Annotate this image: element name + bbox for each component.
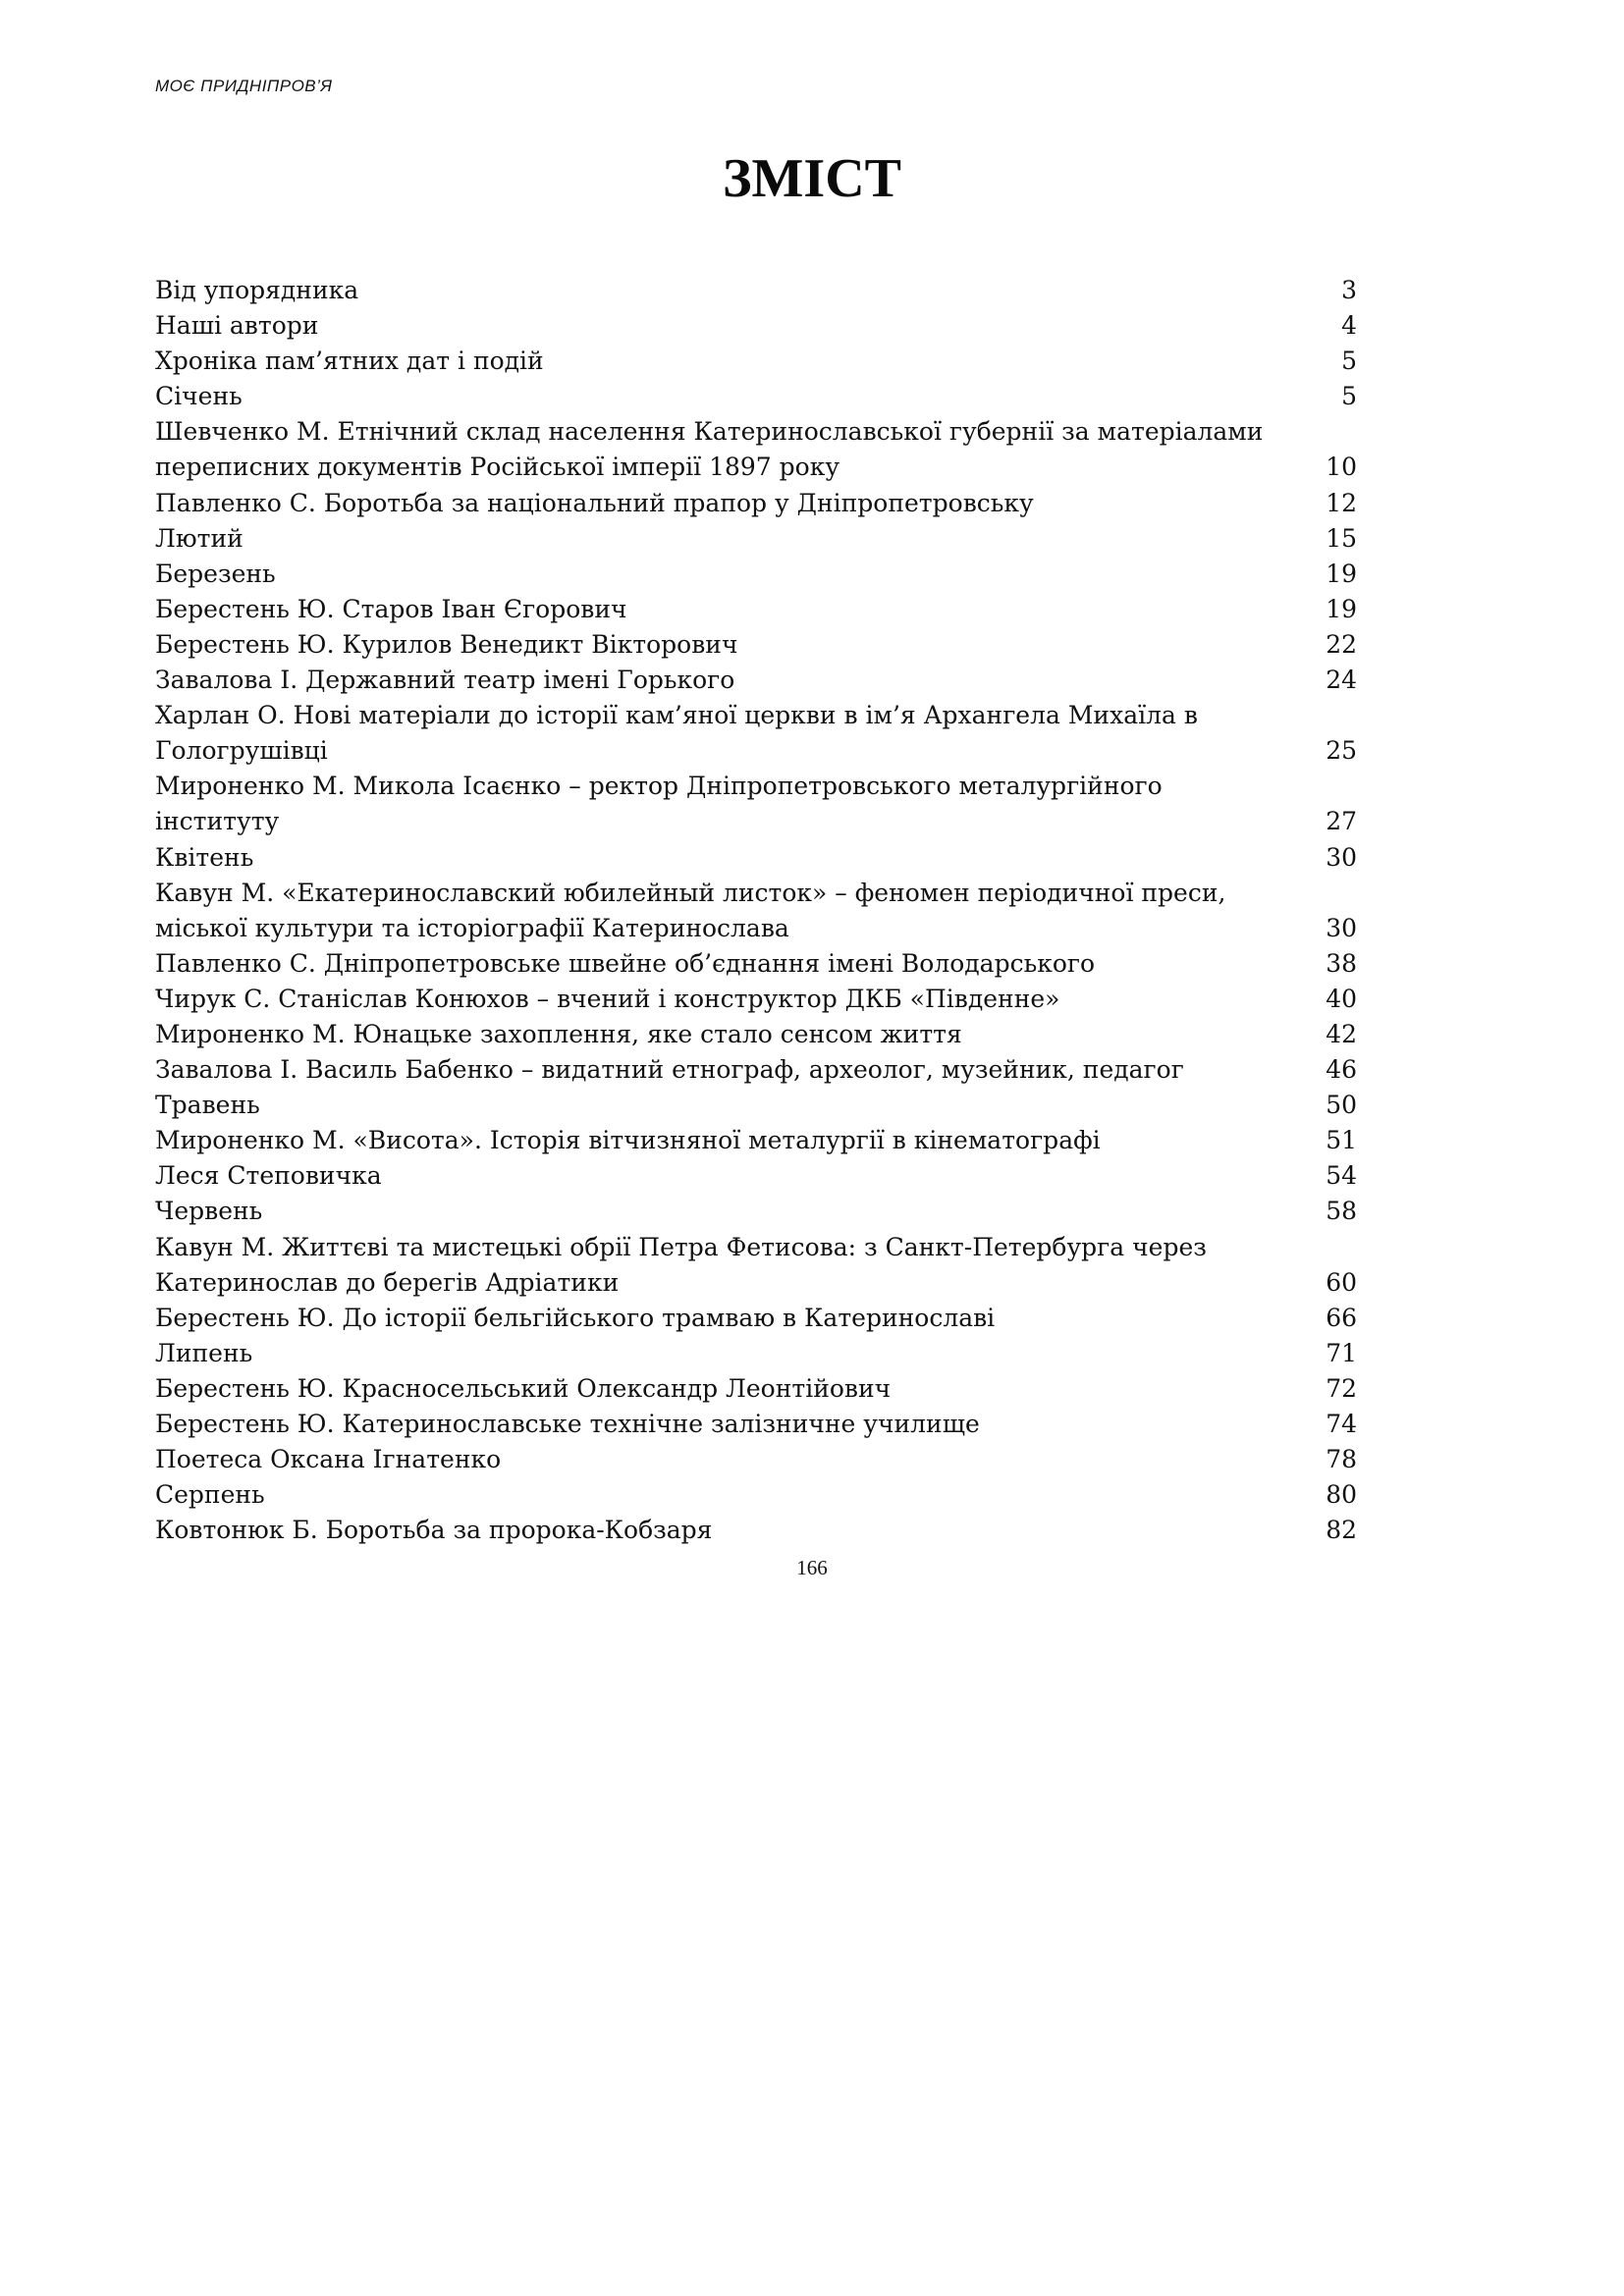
toc-entry-title: Берестень Ю. Катеринославське технічне залізничне училище [155, 1410, 980, 1438]
page-number: 166 [796, 1556, 828, 1579]
toc-entry [155, 1477, 1357, 1513]
toc-entry-title: Лютий [155, 523, 244, 553]
toc-entry-page: 27 [1326, 807, 1357, 836]
toc-entry [155, 840, 1357, 876]
toc-entry-title: Берестень Ю. Курилов Венедикт Вікторович [155, 629, 738, 659]
table-of-contents [155, 273, 1357, 1548]
toc-entry [155, 1513, 1357, 1548]
toc-entry-page: 46 [1326, 1055, 1357, 1085]
toc-entry [155, 1088, 1357, 1123]
toc-entry-page: 19 [1326, 559, 1357, 588]
toc-entry [155, 946, 1357, 982]
toc-entry-title: Павленко С. Дніпропетровське швейне об’єднання імені Володарського [155, 948, 1096, 978]
toc-entry-page: 78 [1326, 1445, 1357, 1474]
toc-entry [155, 1371, 1357, 1407]
toc-entry-title: Мироненко М. Микола Ісаєнко – ректор Дніпропетровського металургійного інституту [155, 772, 1163, 836]
toc-entry-page: 5 [1341, 347, 1357, 376]
running-header: МОЄ ПРИДНІПРОВ’Я [155, 77, 333, 95]
toc-entry-title: Мироненко М. Юнацьке захоплення, яке стало сенсом життя [155, 1019, 962, 1048]
toc-entry-page: 24 [1326, 666, 1357, 695]
toc-entry-title: Поетеса Оксана Ігнатенко [155, 1445, 502, 1474]
toc-entry [155, 592, 1357, 627]
toc-entry-page: 4 [1341, 311, 1357, 341]
toc-entry-title: Від упорядника [155, 276, 359, 304]
toc-entry-page: 82 [1326, 1516, 1357, 1545]
toc-entry [155, 1052, 1357, 1088]
toc-entry-title: Шевченко М. Етнічний склад населення Катеринославської губернії за матеріалами переписних документів Російської імперії 1897 року [155, 417, 1264, 482]
toc-entry-page: 51 [1326, 1126, 1357, 1155]
toc-entry [155, 521, 1357, 557]
toc-entry-title: Берестень Ю. До історії бельгійського трамваю в Катеринославі [155, 1303, 996, 1332]
toc-entry [155, 273, 1357, 308]
toc-entry-title: Завалова І. Василь Бабенко – видатний етнограф, археолог, музейник, педагог [155, 1055, 1184, 1085]
toc-entry-page: 25 [1326, 736, 1357, 766]
toc-entry-title: Кавун М. «Екатеринославский юбилейный листок» – феномен періодичної преси, міської культури та історіографії Катеринослава [155, 878, 1226, 942]
toc-entry-page: 10 [1326, 453, 1357, 482]
toc-entry-page: 42 [1326, 1019, 1357, 1048]
toc-entry [155, 344, 1357, 379]
page-title: ЗМІСТ [723, 148, 901, 209]
toc-entry [155, 1230, 1357, 1301]
toc-entry [155, 627, 1357, 663]
toc-entry-page: 5 [1341, 382, 1357, 411]
toc-entry-page: 50 [1326, 1091, 1357, 1120]
toc-entry-title: Чирук С. Станіслав Конюхов – вчений і конструктор ДКБ «Південне» [155, 984, 1060, 1013]
toc-entry-page: 40 [1326, 984, 1357, 1013]
toc-entry [155, 1442, 1357, 1477]
toc-entry-page: 38 [1326, 948, 1357, 978]
toc-entry [155, 414, 1357, 485]
toc-entry-title: Липень [155, 1338, 253, 1367]
toc-entry-title: Харлан О. Нові матеріали до історії кам’яної церкви в ім’я Архангела Михаїла в Гологрушівці [155, 701, 1198, 766]
toc-entry-title: Хроніка пам’ятних дат і подій [155, 347, 544, 376]
toc-entry-page: 72 [1326, 1373, 1357, 1403]
toc-entry-title: Січень [155, 382, 243, 411]
toc-entry-page: 22 [1326, 629, 1357, 659]
toc-entry [155, 698, 1357, 769]
toc-entry [155, 982, 1357, 1017]
toc-entry [155, 1301, 1357, 1336]
toc-entry-page: 30 [1326, 913, 1357, 942]
toc-entry-title: Березень [155, 559, 276, 588]
toc-entry-page: 12 [1326, 488, 1357, 517]
toc-entry-page: 66 [1326, 1303, 1357, 1332]
toc-entry [155, 1123, 1357, 1158]
toc-entry-title: Кавун М. Життєві та мистецькі обрії Петра Фетисова: з Санкт-Петербурга через Катеринослав до берегів Адріатики [155, 1232, 1207, 1297]
toc-entry-title: Павленко С. Боротьба за національний прапор у Дніпропетровську [155, 488, 1034, 517]
toc-entry-page: 19 [1326, 594, 1357, 623]
toc-entry-page: 30 [1326, 842, 1357, 872]
toc-entry [155, 379, 1357, 414]
toc-entry-page: 74 [1326, 1410, 1357, 1438]
toc-entry [155, 769, 1357, 839]
toc-entry-page: 3 [1341, 276, 1357, 304]
toc-entry-title: Мироненко М. «Висота». Історія вітчизняної металургії в кінематографі [155, 1126, 1101, 1155]
toc-entry-page: 58 [1326, 1197, 1357, 1226]
toc-entry [155, 1017, 1357, 1052]
toc-entry-title: Серпень [155, 1480, 265, 1510]
toc-entry [155, 1194, 1357, 1229]
toc-entry-page: 54 [1326, 1161, 1357, 1191]
toc-entry-title: Берестень Ю. Старов Іван Єгорович [155, 594, 627, 623]
toc-entry-title: Наші автори [155, 311, 319, 341]
toc-entry [155, 486, 1357, 521]
toc-entry-title: Завалова І. Державний театр імені Горького [155, 666, 735, 695]
toc-entry [155, 876, 1357, 946]
toc-entry-page: 71 [1326, 1338, 1357, 1367]
toc-entry [155, 557, 1357, 592]
toc-entry-page: 80 [1326, 1480, 1357, 1510]
toc-entry-title: Червень [155, 1197, 263, 1226]
toc-entry-title: Леся Степовичка [155, 1161, 382, 1191]
toc-entry [155, 1407, 1357, 1442]
toc-entry-title: Квітень [155, 842, 254, 872]
toc-entry-title: Травень [155, 1091, 260, 1120]
toc-entry-title: Берестень Ю. Красносельський Олександр Леонтійович [155, 1373, 892, 1403]
toc-entry [155, 308, 1357, 344]
toc-entry [155, 1336, 1357, 1371]
toc-entry [155, 1158, 1357, 1194]
toc-entry-title: Ковтонюк Б. Боротьба за пророка-Кобзаря [155, 1516, 713, 1545]
toc-entry-page: 15 [1326, 523, 1357, 553]
toc-entry [155, 663, 1357, 698]
toc-entry-page: 60 [1326, 1267, 1357, 1297]
